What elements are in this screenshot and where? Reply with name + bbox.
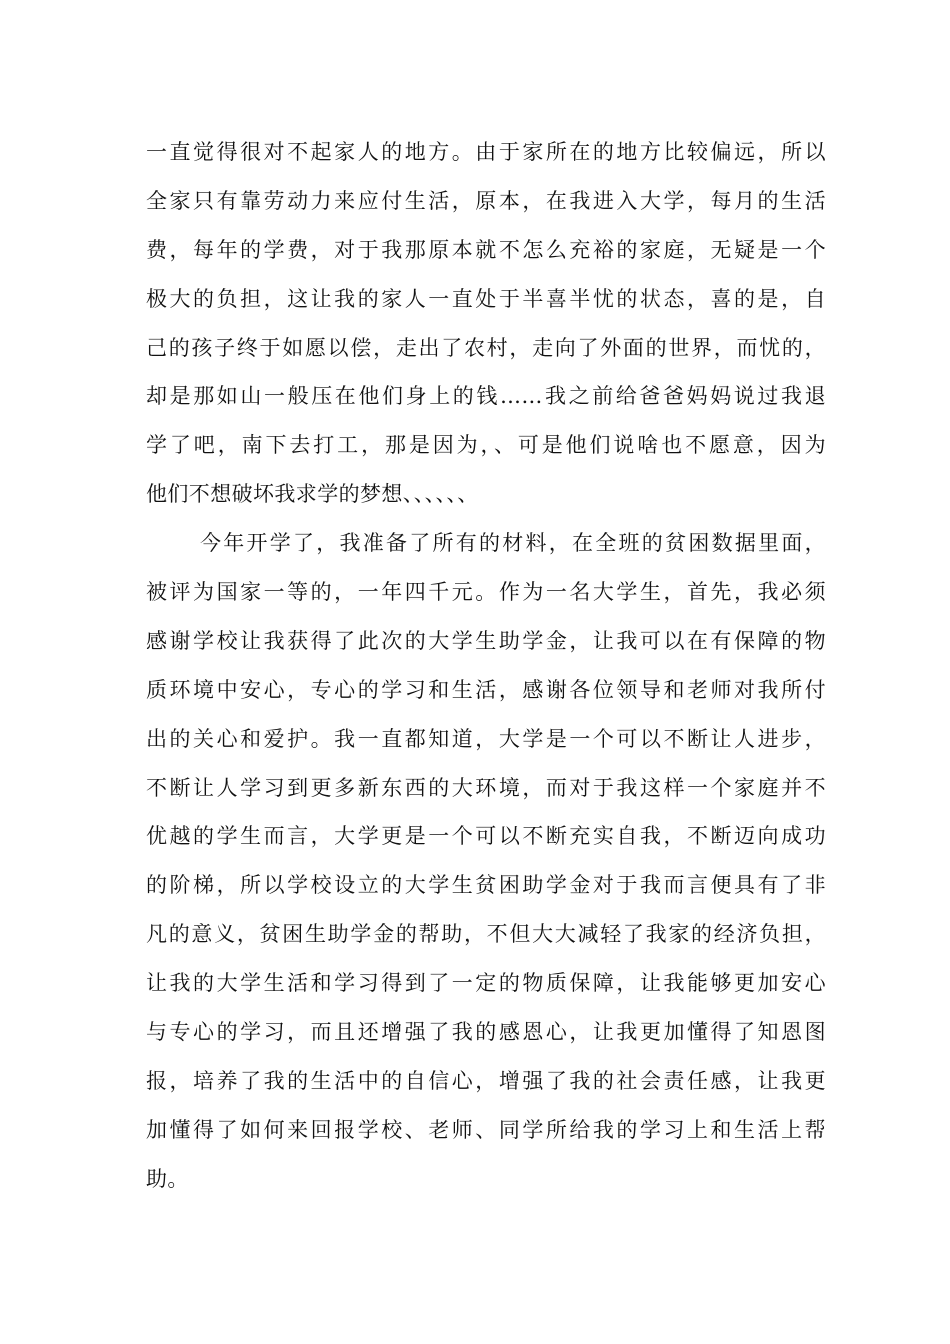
paragraph-2-line-3: 感谢学校让我获得了此次的大学生助学金，让我可以在有保障的物 [146,628,826,653]
paragraph-1-line-4: 极大的负担，这让我的家人一直处于半喜半忧的状态，喜的是，自 [146,286,826,311]
paragraph-1-line-6: 却是那如山一般压在他们身上的钱……我之前给爸爸妈妈说过我退 [146,384,826,409]
body-text [146,128,826,1204]
paragraph-2-line-10: 让我的大学生活和学习得到了一定的物质保障，让我能够更加安心 [146,971,826,996]
paragraph-2-line-14: 助。 [146,1166,189,1191]
paragraph-1-line-5: 己的孩子终于如愿以偿，走出了农村，走向了外面的世界，而忧的， [146,335,826,360]
paragraph-2-line-5: 出的关心和爱护。我一直都知道，大学是一个可以不断让人进步， [146,726,826,751]
paragraph-2-line-13: 加懂得了如何来回报学校、老师、同学所给我的学习上和生活上帮 [146,1117,826,1142]
paragraph-2-line-4: 质环境中安心，专心的学习和生活，感谢各位领导和老师对我所付 [146,677,826,702]
paragraph-1-line-3: 费，每年的学费，对于我那原本就不怎么充裕的家庭，无疑是一个 [146,237,826,262]
paragraph-2-line-8: 的阶梯，所以学校设立的大学生贫困助学金对于我而言便具有了非 [146,873,826,898]
paragraph-1-line-2: 全家只有靠劳动力来应付生活，原本，在我进入大学，每月的生活 [146,188,826,213]
paragraph-2-line-12: 报，培养了我的生活中的自信心，增强了我的社会责任感，让我更 [146,1068,826,1093]
paragraph-2-line-9: 凡的意义，贫困生助学金的帮助，不但大大减轻了我家的经济负担， [146,922,826,947]
paragraph-1-line-7: 学了吧，南下去打工，那是因为，、可是他们说啥也不愿意，因为 [146,433,826,458]
paragraph-2-line-6: 不断让人学习到更多新东西的大环境，而对于我这样一个家庭并不 [146,775,826,800]
paragraph-2-line-11: 与专心的学习，而且还增强了我的感恩心，让我更加懂得了知恩图 [146,1020,826,1045]
paragraph-1-line-8: 他们不想破坏我求学的梦想、、、、、、 [146,482,479,507]
paragraph-2-line-1: 今年开学了，我准备了所有的材料，在全班的贫困数据里面， [200,531,826,556]
paragraph-1-line-1: 一直觉得很对不起家人的地方。由于家所在的地方比较偏远，所以 [146,140,826,164]
paragraph-2-line-2: 被评为国家一等的，一年四千元。作为一名大学生，首先，我必须 [146,580,826,605]
paragraph-2-line-7: 优越的学生而言，大学更是一个可以不断充实自我，不断迈向成功 [146,824,826,849]
